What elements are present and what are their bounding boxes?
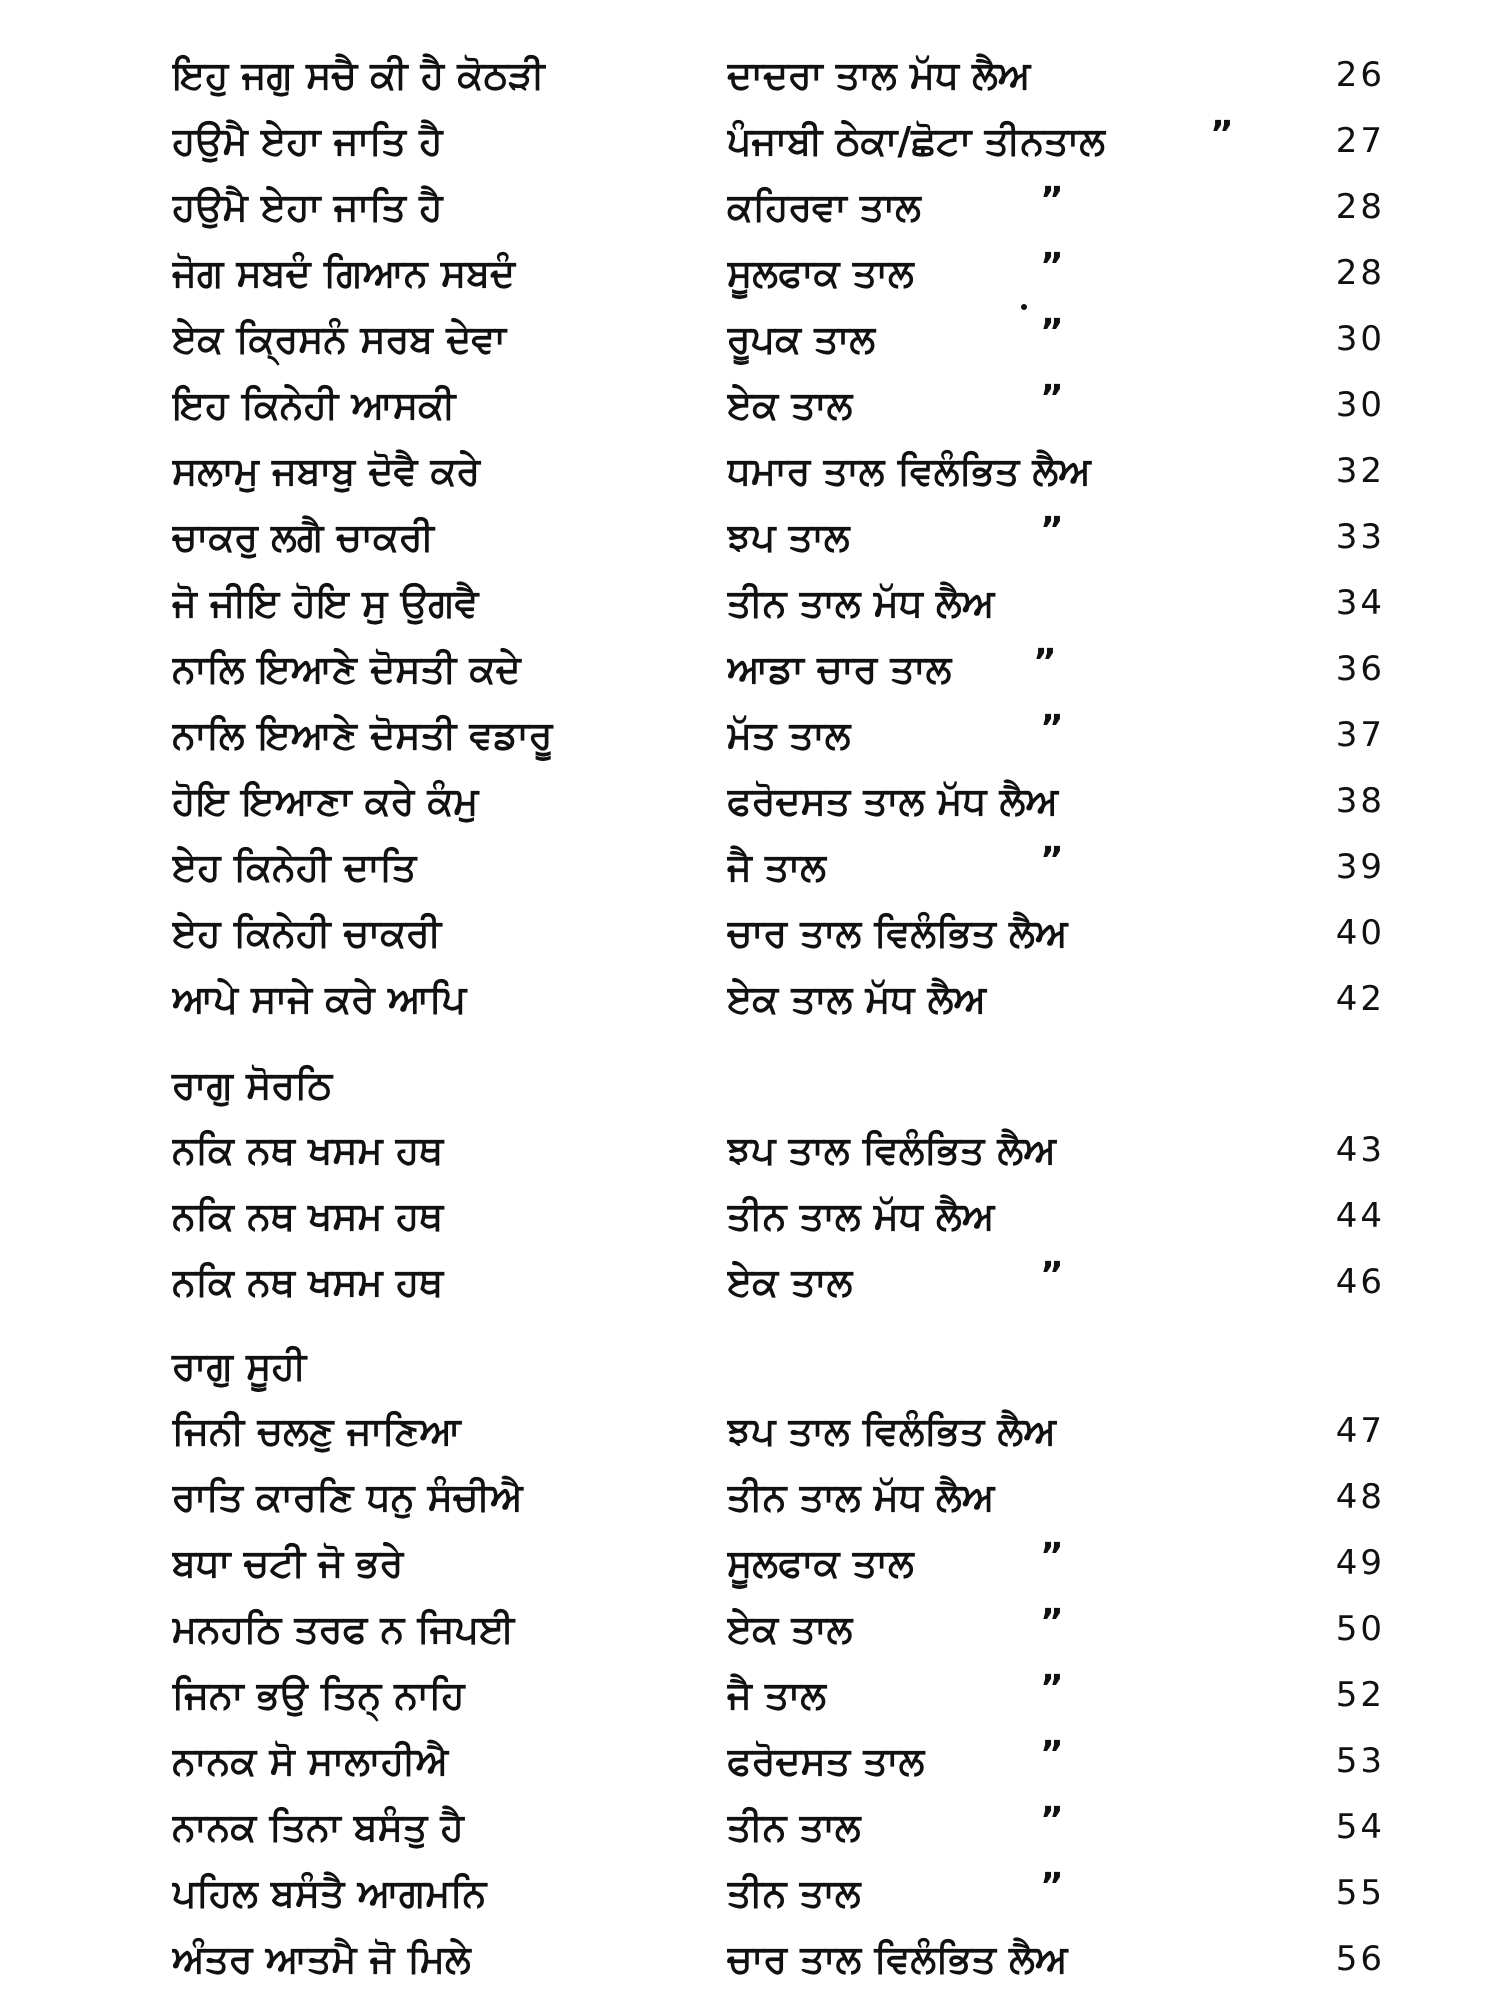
page-number: 27 xyxy=(1335,121,1385,161)
index-row xyxy=(0,1186,1500,1246)
ditto-mark: ” xyxy=(1040,510,1064,551)
page-number: 48 xyxy=(1335,1477,1385,1517)
ditto-mark: ” xyxy=(1040,1668,1064,1709)
composition-title: ਜੋ ਜੀਇ ਹੋਇ ਸੁ ਉਗਵੈ xyxy=(172,581,479,625)
taal-name: ਜੈ ਤਾਲ xyxy=(727,1673,826,1717)
taal-name: ਧਮਾਰ ਤਾਲ ਵਿਲੰਭਿਤ ਲੈਅ xyxy=(727,449,1091,493)
index-row xyxy=(0,903,1500,963)
index-row xyxy=(0,639,1500,699)
composition-title: ਨਕਿ ਨਥ ਖਸਮ ਹਥ xyxy=(172,1128,444,1172)
page-number: 43 xyxy=(1335,1130,1385,1170)
page-number: 40 xyxy=(1335,913,1385,953)
ditto-mark: ” xyxy=(1040,1255,1064,1296)
page-number: 47 xyxy=(1335,1411,1385,1451)
page-number: 38 xyxy=(1335,781,1385,821)
taal-name: ਝਪ ਤਾਲ xyxy=(727,515,850,559)
composition-title: ਨਾਲਿ ਇਆਣੇ ਦੋਸਤੀ ਕਦੇ xyxy=(172,647,521,691)
ditto-mark: ” xyxy=(1040,1536,1064,1577)
ditto-mark: ” xyxy=(1210,114,1234,155)
index-row xyxy=(0,771,1500,831)
composition-title: ਚਾਕਰੁ ਲਗੈ ਚਾਕਰੀ xyxy=(172,515,434,559)
composition-title: ਨਕਿ ਨਥ ਖਸਮ ਹਥ xyxy=(172,1194,444,1238)
index-row xyxy=(0,1252,1500,1312)
section-heading-raag-suhi: ਰਾਗੁ ਸੂਹੀ xyxy=(172,1344,307,1388)
index-row xyxy=(0,243,1500,303)
index-row xyxy=(0,507,1500,567)
index-row xyxy=(0,1929,1500,1989)
page-number: 44 xyxy=(1335,1196,1385,1236)
taal-name: ਜੈ ਤਾਲ xyxy=(727,845,826,889)
ditto-mark: ” xyxy=(1040,1866,1064,1907)
page-number: 52 xyxy=(1335,1675,1385,1715)
page-number: 56 xyxy=(1335,1939,1385,1979)
taal-name: ਤੀਨ ਤਾਲ ਮੱਧ ਲੈਅ xyxy=(727,581,995,625)
ditto-mark: ” xyxy=(1033,642,1057,683)
index-row xyxy=(0,177,1500,237)
taal-name: ਕਹਿਰਵਾ ਤਾਲ xyxy=(727,185,921,229)
taal-name: ਏਕ ਤਾਲ xyxy=(727,1607,853,1651)
page-number: 53 xyxy=(1335,1741,1385,1781)
taal-name: ਰੂਪਕ ਤਾਲ xyxy=(727,317,876,361)
composition-title: ਮਨਹਠਿ ਤਰਫ ਨ ਜਿਪਈ xyxy=(172,1607,515,1651)
ditto-mark: ” xyxy=(1040,708,1064,749)
page-number: 36 xyxy=(1335,649,1385,689)
taal-name: ਏਕ ਤਾਲ ਮੱਧ ਲੈਅ xyxy=(727,977,987,1021)
composition-title: ਜਿਨੀ ਚਲਣੁ ਜਾਣਿਆ xyxy=(172,1409,461,1453)
index-row xyxy=(0,1731,1500,1791)
page-number: 34 xyxy=(1335,583,1385,623)
taal-name: ਆਡਾ ਚਾਰ ਤਾਲ xyxy=(727,647,952,691)
page-number: 30 xyxy=(1335,385,1385,425)
page-number: 55 xyxy=(1335,1873,1385,1913)
ditto-mark: ” xyxy=(1040,180,1064,221)
composition-title: ਏਹ ਕਿਨੇਹੀ ਦਾਤਿ xyxy=(172,845,417,889)
composition-title: ਆਪੇ ਸਾਜੇ ਕਰੇ ਆਪਿ xyxy=(172,977,467,1021)
page-number: 28 xyxy=(1335,253,1385,293)
composition-title: ਨਾਨਕ ਸੋ ਸਾਲਾਹੀਐ xyxy=(172,1739,449,1783)
taal-name: ਝਪ ਤਾਲ ਵਿਲੰਭਿਤ ਲੈਅ xyxy=(727,1128,1056,1172)
taal-name: ਪੰਜਾਬੀ ਠੇਕਾ/ਛੋਟਾ ਤੀਨਤਾਲ xyxy=(727,119,1105,163)
composition-title: ਨਾਨਕ ਤਿਨਾ ਬਸੰਤੁ ਹੈ xyxy=(172,1805,464,1849)
composition-title: ਹਉਮੈ ਏਹਾ ਜਾਤਿ ਹੈ xyxy=(172,185,443,229)
index-row xyxy=(0,309,1500,369)
composition-title: ਹਉਮੈ ਏਹਾ ਜਾਤਿ ਹੈ xyxy=(172,119,443,163)
ditto-mark: ” xyxy=(1040,840,1064,881)
taal-name: ਤੀਨ ਤਾਲ xyxy=(727,1871,861,1915)
page-number: 26 xyxy=(1335,55,1385,95)
page-number: 33 xyxy=(1335,517,1385,557)
index-row xyxy=(0,1533,1500,1593)
composition-title: ਇਹੁ ਜਗੁ ਸਚੈ ਕੀ ਹੈ ਕੋਠੜੀ xyxy=(172,53,545,97)
composition-title: ਬਧਾ ਚਟੀ ਜੋ ਭਰੇ xyxy=(172,1541,404,1585)
ditto-mark: ” xyxy=(1040,1602,1064,1643)
index-row xyxy=(0,1401,1500,1461)
composition-title: ਨਕਿ ਨਥ ਖਸਮ ਹਥ xyxy=(172,1260,444,1304)
taal-name: ਤੀਨ ਤਾਲ ਮੱਧ ਲੈਅ xyxy=(727,1194,995,1238)
page-number: 50 xyxy=(1335,1609,1385,1649)
taal-name: ਦਾਦਰਾ ਤਾਲ ਮੱਧ ਲੈਅ xyxy=(727,53,1031,97)
taal-name: ਸੂਲਫਾਕ ਤਾਲ xyxy=(727,1541,914,1585)
index-row xyxy=(0,969,1500,1029)
composition-title: ਇਹ ਕਿਨੇਹੀ ਆਸਕੀ xyxy=(172,383,456,427)
taal-name: ਤੀਨ ਤਾਲ xyxy=(727,1805,861,1849)
ditto-mark: ” xyxy=(1040,312,1064,353)
composition-title: ਹੋਇ ਇਆਣਾ ਕਰੇ ਕੰਮੁ xyxy=(172,779,479,823)
taal-name: ਮੱਤ ਤਾਲ xyxy=(727,713,851,757)
page-number: 42 xyxy=(1335,979,1385,1019)
taal-name: ਏਕ ਤਾਲ xyxy=(727,1260,853,1304)
page-number: 49 xyxy=(1335,1543,1385,1583)
index-row xyxy=(0,837,1500,897)
composition-title: ਪਹਿਲ ਬਸੰਤੈ ਆਗਮਨਿ xyxy=(172,1871,487,1915)
ditto-mark: ” xyxy=(1040,246,1064,287)
index-row xyxy=(0,1797,1500,1857)
taal-name: ਏਕ ਤਾਲ xyxy=(727,383,853,427)
composition-title: ਏਹ ਕਿਨੇਹੀ ਚਾਕਰੀ xyxy=(172,911,442,955)
index-row xyxy=(0,1665,1500,1725)
index-row xyxy=(0,573,1500,633)
ditto-mark: ” xyxy=(1040,1800,1064,1841)
taal-name: ਤੀਨ ਤਾਲ ਮੱਧ ਲੈਅ xyxy=(727,1475,995,1519)
page-number: 37 xyxy=(1335,715,1385,755)
taal-name: ਚਾਰ ਤਾਲ ਵਿਲੰਭਿਤ ਲੈਅ xyxy=(727,1937,1068,1981)
composition-title: ਨਾਲਿ ਇਆਣੇ ਦੋਸਤੀ ਵਡਾਰੂ xyxy=(172,713,553,757)
index-row xyxy=(0,45,1500,105)
index-row xyxy=(0,441,1500,501)
taal-name: ਚਾਰ ਤਾਲ ਵਿਲੰਭਿਤ ਲੈਅ xyxy=(727,911,1068,955)
taal-name: ਸੂਲਫਾਕ ਤਾਲ xyxy=(727,251,914,295)
stray-dot xyxy=(1021,304,1027,310)
page-number: 30 xyxy=(1335,319,1385,359)
page-number: 32 xyxy=(1335,451,1385,491)
index-row xyxy=(0,1467,1500,1527)
page-number: 46 xyxy=(1335,1262,1385,1302)
taal-name: ਝਪ ਤਾਲ ਵਿਲੰਭਿਤ ਲੈਅ xyxy=(727,1409,1056,1453)
index-row xyxy=(0,375,1500,435)
ditto-mark: ” xyxy=(1040,1734,1064,1775)
taal-name: ਫਰੋਦਸਤ ਤਾਲ ਮੱਧ ਲੈਅ xyxy=(727,779,1059,823)
page-number: 28 xyxy=(1335,187,1385,227)
section-heading-raag-sorath: ਰਾਗੁ ਸੋਰਠਿ xyxy=(172,1063,333,1107)
composition-title: ਏਕ ਕ੍ਰਿਸਨੰ ਸਰਬ ਦੇਵਾ xyxy=(172,317,507,361)
composition-title: ਸਲਾਮੁ ਜਬਾਬੁ ਦੋਵੈ ਕਰੇ xyxy=(172,449,481,493)
index-row xyxy=(0,1120,1500,1180)
index-row xyxy=(0,1599,1500,1659)
composition-title: ਅੰਤਰ ਆਤਮੈ ਜੋ ਮਿਲੇ xyxy=(172,1937,471,1981)
page-number: 39 xyxy=(1335,847,1385,887)
index-row xyxy=(0,111,1500,171)
ditto-mark: ” xyxy=(1040,378,1064,419)
taal-name: ਫਰੋਦਸਤ ਤਾਲ xyxy=(727,1739,925,1783)
composition-title: ਜੋਗ ਸਬਦੰ ਗਿਆਨ ਸਬਦੰ xyxy=(172,251,516,295)
composition-title: ਰਾਤਿ ਕਾਰਣਿ ਧਨੁ ਸੰਚੀਐ xyxy=(172,1475,523,1519)
page-number: 54 xyxy=(1335,1807,1385,1847)
index-row xyxy=(0,705,1500,765)
composition-title: ਜਿਨਾ ਭਉ ਤਿਨ੍ ਨਾਹਿ xyxy=(172,1673,465,1717)
index-row xyxy=(0,1863,1500,1923)
